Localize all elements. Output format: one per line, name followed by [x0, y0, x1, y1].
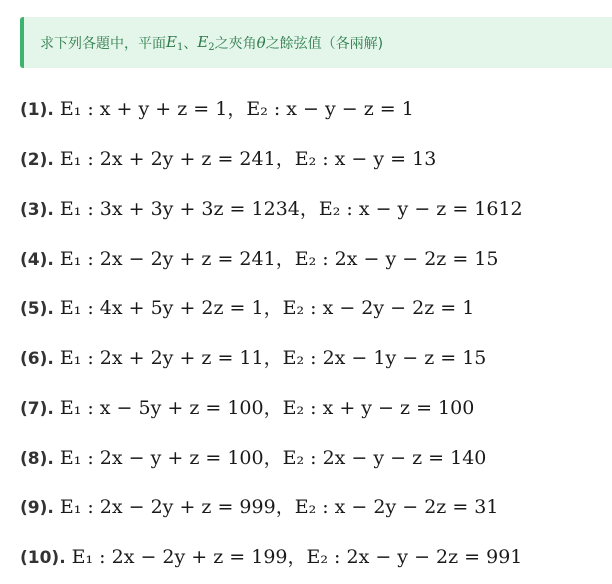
problem-6: [20, 343, 486, 370]
instruction-callout: [20, 17, 612, 68]
problem-2: [20, 144, 436, 171]
problem-equations: E₁ : x − 5y + z = 100，E₂ : x + y − z = 100: [59, 397, 475, 419]
problem-5: [20, 293, 474, 320]
problem-equations: E₁ : 2x − 2y + z = 241，E₂ : 2x − y − 2z = 15: [59, 248, 499, 270]
problem-10: [20, 542, 522, 569]
problem-3: [20, 194, 523, 221]
problem-8: [20, 443, 486, 470]
problem-number: (4).: [20, 250, 54, 270]
instruction-middle: 之夾角: [214, 35, 257, 52]
problem-equations: E₁ : 4x + 5y + 2z = 1，E₂ : x − 2y − 2z = 1: [59, 297, 475, 319]
instruction-separator: 、: [183, 35, 198, 52]
problem-equations: E₁ : 2x − 2y + z = 199，E₂ : 2x − y − 2z = 991: [71, 546, 523, 568]
problem-number: (6).: [20, 349, 54, 369]
problem-equations: E₁ : 2x + 2y + z = 241，E₂ : x − y = 13: [59, 148, 437, 170]
theta-symbol: θ: [256, 33, 266, 52]
problem-equations: E₁ : x + y + z = 1，E₂ : x − y − z = 1: [59, 98, 414, 120]
plane-e2-symbol: $E_2$: [197, 32, 215, 53]
problem-number: (2).: [20, 150, 54, 170]
problem-number: (3).: [20, 200, 54, 220]
problem-number: (7).: [20, 399, 54, 419]
instruction-prefix: 求下列各題中，平面: [40, 35, 166, 52]
problem-equations: E₁ : 2x − y + z = 100，E₂ : 2x − y − z = 140: [59, 447, 487, 469]
problem-number: (8).: [20, 449, 54, 469]
problem-9: [20, 492, 498, 519]
problem-4: [20, 244, 498, 271]
problem-number: (1).: [20, 100, 54, 120]
problem-7: [20, 393, 474, 420]
problem-equations: E₁ : 2x + 2y + z = 11，E₂ : 2x − 1y − z = 15: [59, 347, 487, 369]
problem-number: (10).: [20, 548, 66, 568]
problem-number: (9).: [20, 498, 54, 518]
problem-number: (5).: [20, 299, 54, 319]
problem-equations: E₁ : 3x + 3y + 3z = 1234，E₂ : x − y − z = 1612: [59, 198, 523, 220]
instruction-suffix: 之餘弦值（各兩解): [265, 35, 384, 52]
plane-e1-symbol: $E_1$: [166, 32, 184, 53]
problem-equations: E₁ : 2x − 2y + z = 999，E₂ : x − 2y − 2z = 31: [59, 496, 499, 518]
problem-1: [20, 94, 414, 121]
